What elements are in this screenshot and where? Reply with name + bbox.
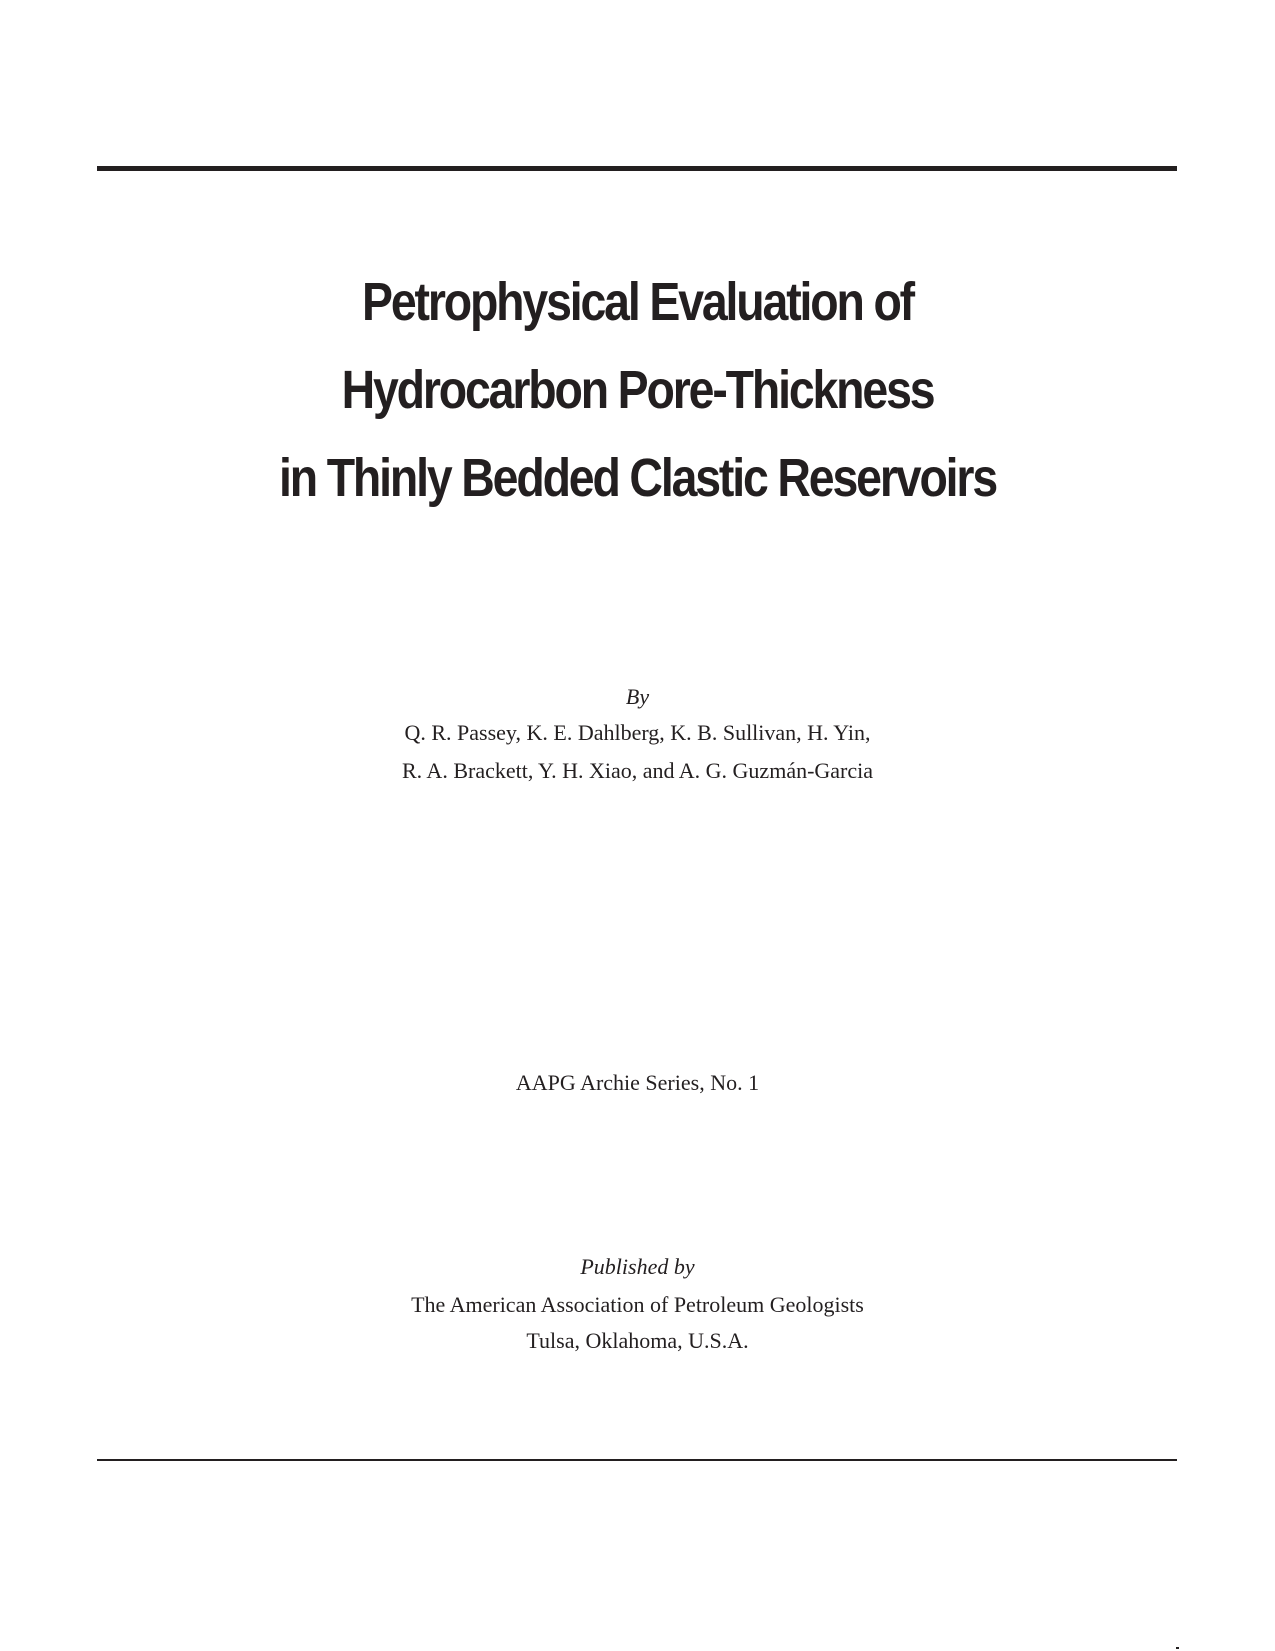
publisher-location: Tulsa, Oklahoma, U.S.A. bbox=[526, 1328, 749, 1353]
top-rule bbox=[97, 166, 1177, 171]
title-line-3: in Thinly Bedded Clastic Reservoirs bbox=[278, 448, 997, 508]
crop-mark bbox=[1176, 1647, 1179, 1649]
title-line-2: Hydrocarbon Pore-Thickness bbox=[341, 360, 934, 420]
page-title bbox=[89, 258, 1186, 522]
by-label: By bbox=[625, 684, 650, 709]
title-line-1: Petrophysical Evaluation of bbox=[362, 272, 913, 332]
bottom-rule bbox=[97, 1459, 1177, 1461]
publisher-name: The American Association of Petroleum Geologists bbox=[411, 1292, 864, 1317]
authors-line-2: R. A. Brackett, Y. H. Xiao, and A. G. Guzmán-Garcia bbox=[401, 758, 874, 783]
published-by-label: Published by bbox=[580, 1254, 695, 1279]
authors-line-1: Q. R. Passey, K. E. Dahlberg, K. B. Sullivan, H. Yin, bbox=[404, 720, 871, 745]
series-label: AAPG Archie Series, No. 1 bbox=[515, 1070, 760, 1095]
